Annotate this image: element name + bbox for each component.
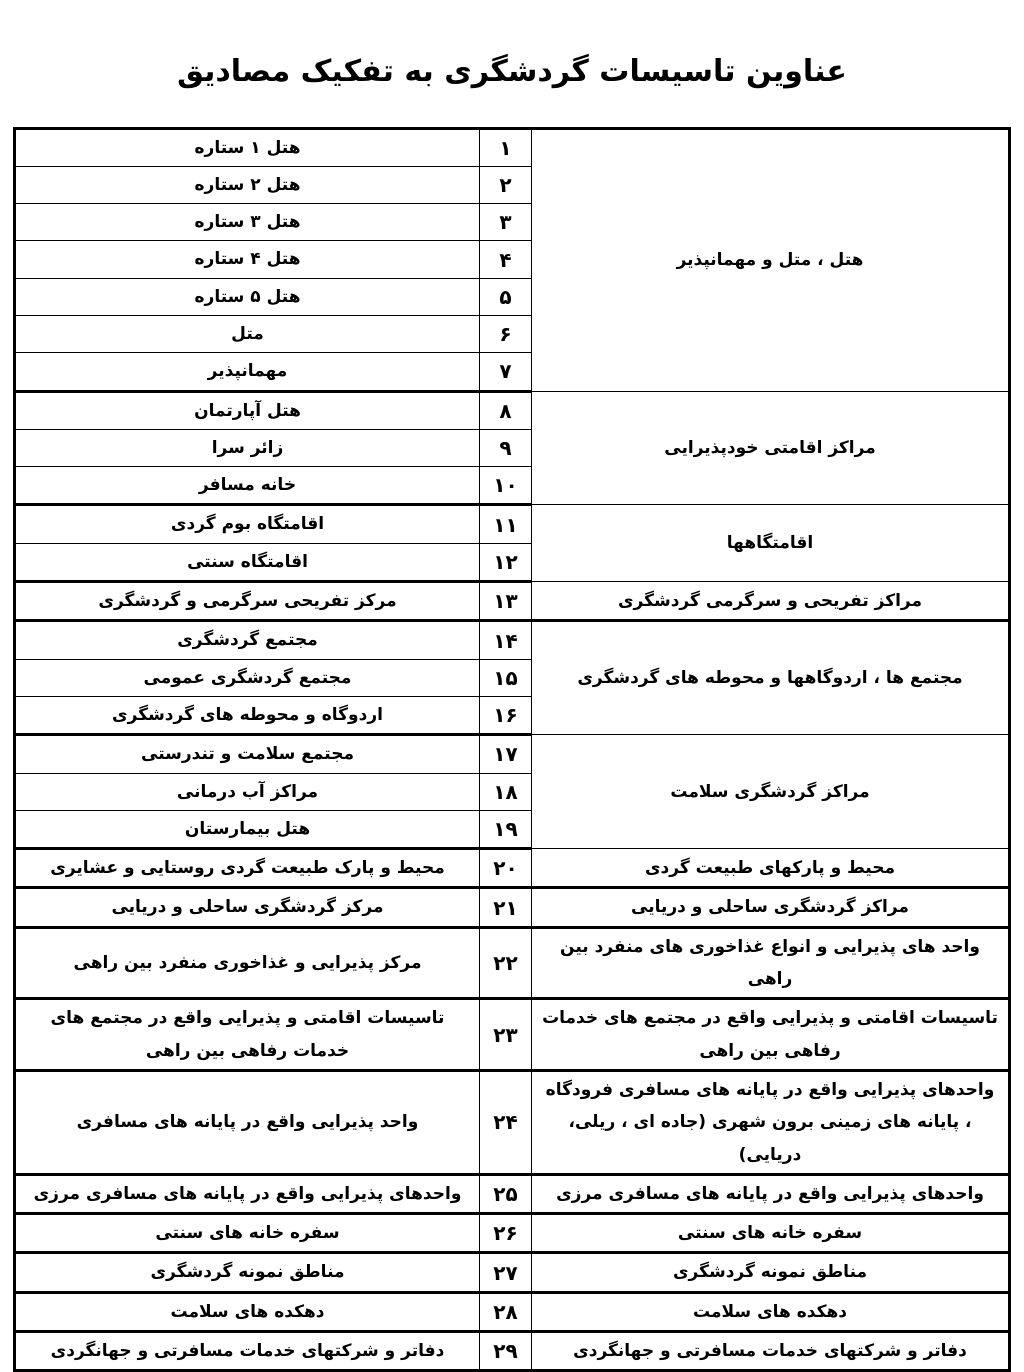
facility-name-cell: هتل ۱ ستاره: [15, 128, 480, 166]
table-row: [15, 927, 1010, 999]
facility-name-cell: سفره خانه های سنتی: [15, 1214, 480, 1253]
table-row: [15, 1292, 1010, 1331]
table-row: [15, 128, 1010, 166]
facility-name-cell: مجتمع گردشگری: [15, 621, 480, 659]
category-cell: دفاتر و شرکتهای خدمات مسافرتی و جهانگردی: [532, 1332, 1010, 1371]
table-row: [15, 888, 1010, 927]
row-number-cell: ۲: [480, 166, 532, 203]
facility-name-cell: واحدهای پذیرایی واقع در پایانه های مسافری مرزی: [15, 1174, 480, 1213]
row-number-cell: ۲۷: [480, 1253, 532, 1292]
category-cell: واحدهای پذیرایی واقع در پایانه های مسافری فرودگاه ، پایانه های زمینی برون شهری (جاده ای ، ریلی، دریایی): [532, 1070, 1010, 1174]
row-number-cell: ۱۷: [480, 735, 532, 773]
row-number-cell: ۴: [480, 241, 532, 278]
category-cell: مراکز گردشگری ساحلی و دریایی: [532, 888, 1010, 927]
row-number-cell: ۱۹: [480, 810, 532, 848]
category-cell: مراکز گردشگری سلامت: [532, 735, 1010, 849]
row-number-cell: ۲۸: [480, 1292, 532, 1331]
category-cell: تاسیسات اقامتی و پذیرایی واقع در مجتمع های خدمات رفاهی بین راهی: [532, 999, 1010, 1071]
page-title: عناوین تاسیسات گردشگری به تفکیک مصادیق: [0, 0, 1024, 94]
row-number-cell: ۸: [480, 391, 532, 429]
row-number-cell: ۶: [480, 315, 532, 352]
row-number-cell: ۲۵: [480, 1174, 532, 1213]
facility-name-cell: هتل ۴ ستاره: [15, 241, 480, 278]
category-cell: اقامتگاهها: [532, 505, 1010, 582]
row-number-cell: ۱۰: [480, 467, 532, 505]
table-row: [15, 582, 1010, 621]
facility-name-cell: مراکز آب درمانی: [15, 773, 480, 810]
row-number-cell: ۱۶: [480, 696, 532, 734]
table-row: [15, 1253, 1010, 1292]
facility-name-cell: مهمانپذیر: [15, 353, 480, 391]
row-number-cell: ۵: [480, 278, 532, 315]
row-number-cell: ۲۲: [480, 927, 532, 999]
facility-name-cell: تاسیسات اقامتی و پذیرایی واقع در مجتمع های خدمات رفاهی بین راهی: [15, 999, 480, 1071]
facility-name-cell: هتل آپارتمان: [15, 391, 480, 429]
row-number-cell: ۹: [480, 429, 532, 466]
facility-name-cell: مجتمع سلامت و تندرستی: [15, 735, 480, 773]
facility-name-cell: متل: [15, 315, 480, 352]
facilities-table: [13, 127, 1011, 1372]
facility-name-cell: خانه مسافر: [15, 467, 480, 505]
row-number-cell: ۳: [480, 204, 532, 241]
row-number-cell: ۱۴: [480, 621, 532, 659]
facility-name-cell: مناطق نمونه گردشگری: [15, 1253, 480, 1292]
row-number-cell: ۷: [480, 353, 532, 391]
category-cell: دهکده های سلامت: [532, 1292, 1010, 1331]
facility-name-cell: اقامتگاه سنتی: [15, 543, 480, 581]
facility-name-cell: مرکز گردشگری ساحلی و دریایی: [15, 888, 480, 927]
category-cell: سفره خانه های سنتی: [532, 1214, 1010, 1253]
category-cell: مراکز اقامتی خودپذیرایی: [532, 391, 1010, 505]
table-row: [15, 391, 1010, 429]
category-cell: واحد های پذیرایی و انواع غذاخوری های منفرد بین راهی: [532, 927, 1010, 999]
facility-name-cell: مجتمع گردشگری عمومی: [15, 659, 480, 696]
category-cell: مجتمع ها ، اردوگاهها و محوطه های گردشگری: [532, 621, 1010, 735]
row-number-cell: ۲۱: [480, 888, 532, 927]
table-container: [13, 127, 1011, 1372]
category-cell: هتل ، متل و مهمانپذیر: [532, 128, 1010, 391]
row-number-cell: ۱: [480, 128, 532, 166]
table-row: [15, 1174, 1010, 1213]
category-cell: واحدهای پذیرایی واقع در پایانه های مسافری مرزی: [532, 1174, 1010, 1213]
table-row: [15, 849, 1010, 888]
row-number-cell: ۱۱: [480, 505, 532, 543]
row-number-cell: ۲۳: [480, 999, 532, 1071]
row-number-cell: ۱۵: [480, 659, 532, 696]
category-cell: مراکز تفریحی و سرگرمی گردشگری: [532, 582, 1010, 621]
facility-name-cell: هتل ۵ ستاره: [15, 278, 480, 315]
facility-name-cell: محیط و پارک طبیعت گردی روستایی و عشایری: [15, 849, 480, 888]
category-cell: محیط و پارکهای طبیعت گردی: [532, 849, 1010, 888]
facility-name-cell: زائر سرا: [15, 429, 480, 466]
row-number-cell: ۱۸: [480, 773, 532, 810]
table-row: [15, 999, 1010, 1071]
facility-name-cell: هتل بیمارستان: [15, 810, 480, 848]
row-number-cell: ۲۹: [480, 1332, 532, 1371]
table-row: [15, 505, 1010, 543]
row-number-cell: ۱۲: [480, 543, 532, 581]
row-number-cell: ۲۶: [480, 1214, 532, 1253]
table-row: [15, 1214, 1010, 1253]
table-row: [15, 621, 1010, 659]
facility-name-cell: اقامتگاه بوم گردی: [15, 505, 480, 543]
row-number-cell: ۱۳: [480, 582, 532, 621]
table-row: [15, 735, 1010, 773]
row-number-cell: ۲۴: [480, 1070, 532, 1174]
row-number-cell: ۲۰: [480, 849, 532, 888]
facility-name-cell: دفاتر و شرکتهای خدمات مسافرتی و جهانگردی: [15, 1332, 480, 1371]
facility-name-cell: مرکز پذیرایی و غذاخوری منفرد بین راهی: [15, 927, 480, 999]
facility-name-cell: هتل ۲ ستاره: [15, 166, 480, 203]
facility-name-cell: واحد پذیرایی واقع در پایانه های مسافری: [15, 1070, 480, 1174]
facility-name-cell: اردوگاه و محوطه های گردشگری: [15, 696, 480, 734]
facility-name-cell: مرکز تفریحی سرگرمی و گردشگری: [15, 582, 480, 621]
table-row: [15, 1332, 1010, 1371]
facility-name-cell: دهکده های سلامت: [15, 1292, 480, 1331]
table-row: [15, 1070, 1010, 1174]
category-cell: مناطق نمونه گردشگری: [532, 1253, 1010, 1292]
facility-name-cell: هتل ۳ ستاره: [15, 204, 480, 241]
